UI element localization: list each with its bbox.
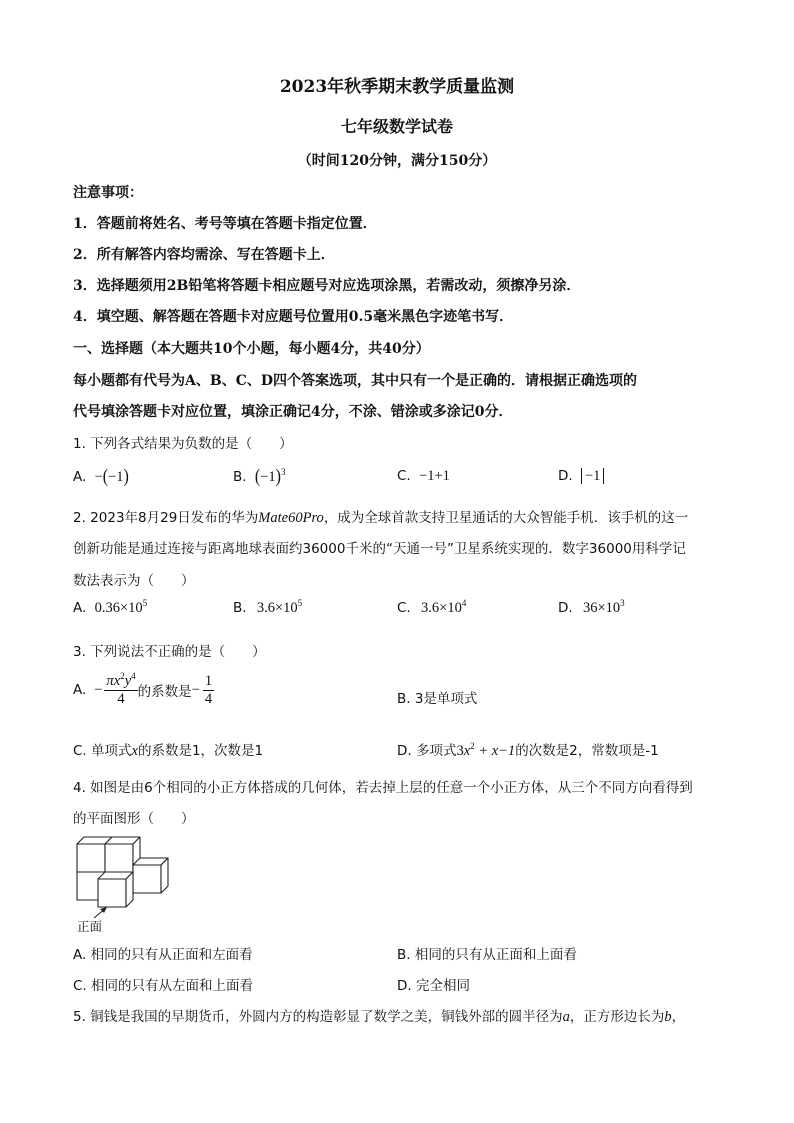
- q3-d-var: x: [463, 743, 471, 759]
- q3-option-c: [73, 739, 263, 760]
- q1-b-exp: 3: [280, 467, 286, 477]
- q1-stem: 1. 下列各式结果为负数的是（ ）: [73, 436, 293, 452]
- q1-option-a: A. −(−1): [73, 466, 129, 487]
- q1-b-inner: −1: [260, 469, 276, 485]
- q2-c-exp: 4: [461, 598, 467, 608]
- q2-b-exp: 5: [297, 598, 303, 608]
- q3-d-coef: 3: [456, 743, 464, 759]
- q2-a-label: A.: [73, 600, 87, 616]
- cube-bottom-3-side-face: [161, 858, 168, 893]
- q5-var-a: a: [562, 1009, 570, 1025]
- q3-a-answer-fraction: [203, 673, 214, 707]
- q3-a-den: 4: [117, 690, 125, 707]
- q1-d-label: D.: [558, 468, 573, 484]
- q2-b-coef: 3.6×10: [256, 600, 298, 616]
- q3-option-d: [397, 739, 659, 760]
- exam-title: 2023年秋季期末教学质量监测: [279, 77, 515, 97]
- section-instruction-2: 代号填涂答题卡对应位置，填涂正确记4分，不涂、错涂或多涂记0分．: [73, 404, 513, 420]
- q3-d-exp: 2: [470, 741, 475, 751]
- cube-top-1-front-face: [77, 844, 105, 872]
- q3-a-ans-num: 1: [204, 673, 213, 689]
- q2-line1-math: Mate60Pro: [258, 510, 324, 526]
- q4-option-d: D. 完全相同: [397, 978, 470, 994]
- notice-item-1: 1．答题前将姓名、考号等填在答题卡指定位置．: [73, 216, 377, 232]
- q5-mid: ，正方形边长为: [569, 1009, 665, 1025]
- q3-c-pre: C. 单项式: [73, 743, 132, 759]
- cube-bottom-3-front-face: [133, 865, 161, 893]
- q3-a-mid: 的系数是: [137, 684, 192, 701]
- q2-line1-post: ，成为全球首款支持卫星通话的大众智能手机．该手机的这一: [323, 510, 689, 526]
- q4-option-b: B. 相同的只有从正面和上面看: [397, 947, 577, 963]
- q3-d-pre: D. 多项式: [397, 743, 457, 759]
- q2-line-3: 数法表示为（ ）: [73, 573, 195, 589]
- q3-a-x: x: [113, 673, 121, 689]
- q3-stem: 3. 下列说法不正确的是（ ）: [73, 644, 266, 660]
- q2-b-label: B.: [233, 600, 247, 616]
- q1-a-pre: −: [94, 469, 103, 485]
- q5-pre: 5. 铜钱是我国的早期货币，外圆内方的构造彰显了数学之美，铜钱外部的圆半径为: [73, 1009, 563, 1025]
- q4-line-1: 4. 如图是由6个相同的小正方体搭成的几何体，若去掉上层的任意一个小正方体，从三个不同方向看得到: [73, 780, 693, 796]
- q3-a-neg2: −: [191, 681, 200, 698]
- q1-c-expr: −1+1: [419, 468, 450, 484]
- notice-item-4: 4．填空题、解答题在答题卡对应题号位置用0.5毫米黑色字迹笔书写．: [73, 309, 514, 325]
- q3-a-fraction: [104, 673, 137, 707]
- cube-bottom-2-front-face: [98, 879, 126, 907]
- q2-a-exp: 5: [142, 598, 148, 608]
- section-instruction-1: 每小题都有代号为A、B、C、D四个答案选项，其中只有一个是正确的．请根据正确选项的: [73, 373, 637, 389]
- q5-line-1: [73, 1005, 685, 1026]
- q2-d-label: D.: [558, 600, 573, 616]
- notice-item-3: 3．选择题须用2B铅笔将答题卡相应题号对应选项涂黑，若需改动，须擦净另涂．: [73, 278, 581, 294]
- q1-c-label: C.: [397, 468, 411, 484]
- cube-top-2-front-face: [105, 844, 133, 872]
- q4-option-c: C. 相同的只有从左面和上面看: [73, 978, 254, 994]
- q2-c-coef: 3.6×10: [421, 600, 462, 616]
- notice-item-2: 2．所有解答内容均需涂、写在答题卡上．: [73, 247, 335, 263]
- q2-option-b: [233, 600, 302, 617]
- q3-option-a: [73, 673, 214, 707]
- q1-option-b: B. $(-1)^3$: [233, 466, 286, 487]
- notice-heading: 注意事项：: [73, 185, 143, 201]
- q3-a-ans-den: 4: [204, 690, 213, 707]
- q2-d-exp: 3: [620, 598, 625, 608]
- exam-subtitle: 七年级数学试卷: [340, 117, 453, 136]
- q3-a-y-exp: 4: [131, 671, 136, 681]
- q2-c-label: C.: [397, 600, 411, 616]
- q4-figure-label: 正面: [77, 919, 103, 934]
- q1-option-d: [558, 468, 604, 484]
- q3-a-neg: −: [94, 681, 103, 698]
- q2-a-coef: 0.36×10: [94, 600, 143, 616]
- q3-option-b: B. 3是单项式: [397, 691, 478, 707]
- q3-c-var: x: [131, 743, 138, 759]
- q3-a-label: A.: [73, 682, 87, 699]
- cube-bottom-2-side-face: [126, 872, 133, 907]
- q2-line1-pre: 2. 2023年8月29日发布的华为: [73, 510, 259, 526]
- q3-d-post: 的次数是2，常数项是-1: [515, 743, 659, 759]
- q2-option-d: [558, 600, 625, 617]
- q4-line-2: 的平面图形（ ）: [73, 811, 195, 827]
- q2-d-coef: 36×10: [582, 600, 621, 616]
- q1-a-inner: −1: [108, 469, 124, 485]
- q2-line-2: 创新功能是通过连接与距离地球表面约36000千米的“天通一号”卫星系统实现的．数字36000用科学记: [73, 541, 686, 557]
- q2-option-a: [73, 600, 147, 617]
- q3-c-post: 的系数是1，次数是1: [137, 743, 264, 759]
- q5-var-b: b: [664, 1009, 672, 1025]
- time-note: （时间120分钟，满分150分）: [297, 153, 497, 169]
- q2-option-c: [397, 600, 466, 617]
- q1-a-label: A.: [73, 469, 87, 485]
- q3-d-rest: + x−1: [478, 743, 516, 759]
- q3-a-pi: π: [106, 673, 114, 689]
- section-heading: 一、选择题（本大题共10个小题，每小题4分，共40分）: [73, 341, 430, 357]
- q2-line-1: [73, 506, 688, 527]
- q3-a-y: y: [124, 673, 132, 689]
- q4-option-a: A. 相同的只有从正面和左面看: [73, 947, 253, 963]
- q1-d-inner: −1: [581, 468, 604, 484]
- q5-post: ，: [671, 1009, 686, 1025]
- q3-a-x-exp: 2: [120, 671, 125, 681]
- q1-option-c: [397, 468, 450, 485]
- q1-b-label: B.: [233, 469, 247, 485]
